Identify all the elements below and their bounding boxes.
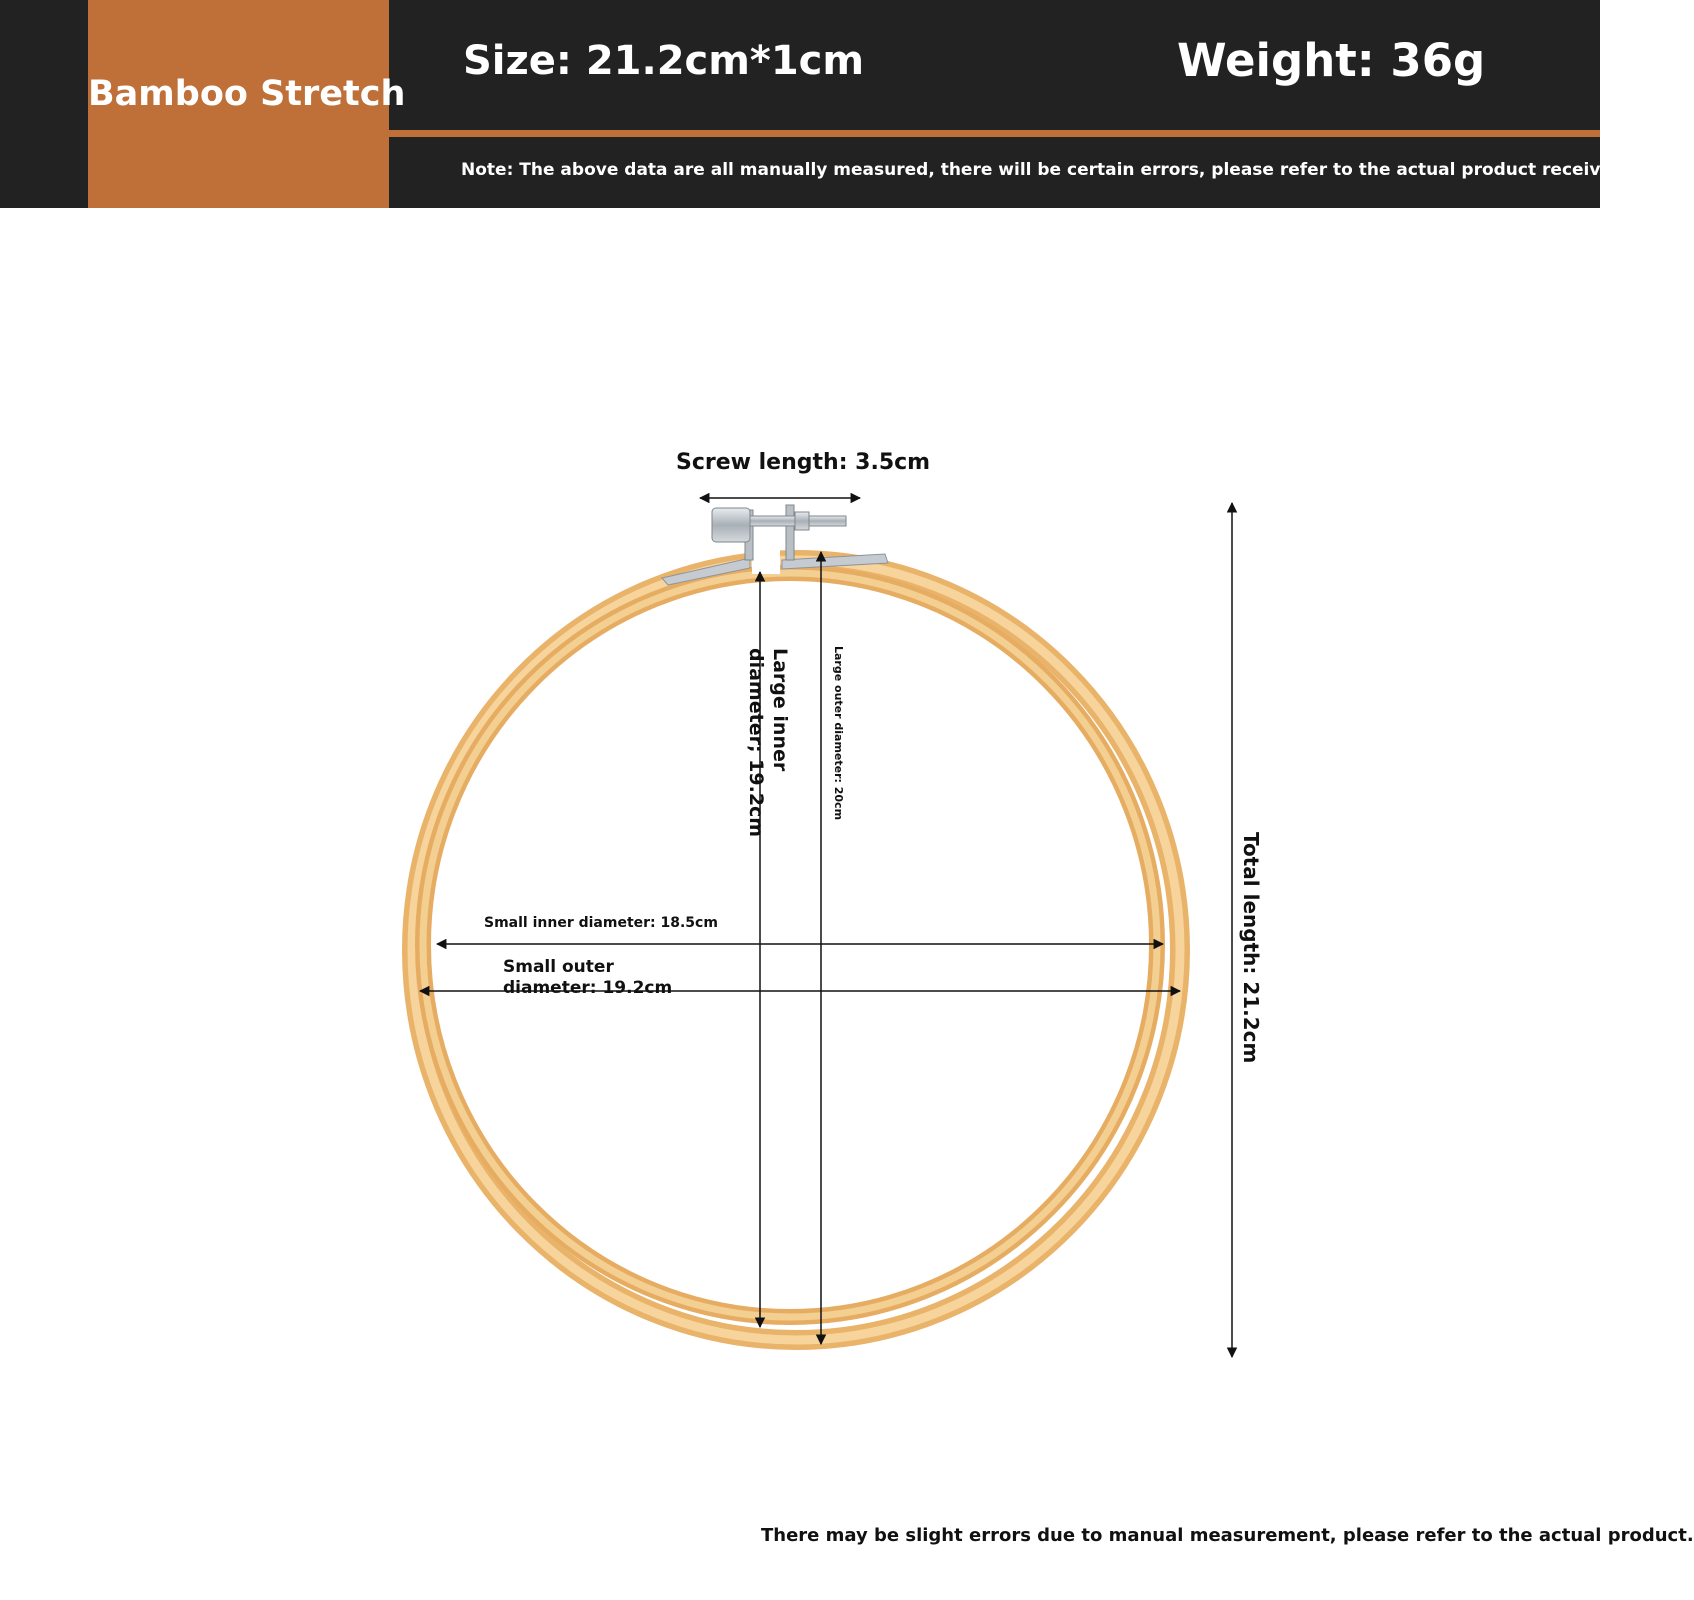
- brand-title: Bamboo Stretch: [88, 74, 406, 114]
- small-outer-diameter-label: Small outer diameter: 19.2cm: [503, 957, 673, 998]
- measurement-note: Note: The above data are all manually measured, there will be certain errors, please refer to the actual product received!: [461, 160, 1632, 180]
- large-inner-diameter-label: Large inner diameter; 19.2cm: [745, 648, 791, 838]
- large-outer-diameter-label: Large outer diameter: 20cm: [832, 646, 845, 821]
- weight-spec: Weight: 36g: [1177, 34, 1486, 87]
- thumb-nut: [712, 508, 750, 542]
- screw-length-label: Screw length: 3.5cm: [676, 450, 931, 475]
- hoop-gap: [752, 548, 780, 574]
- size-spec: Size: 21.2cm*1cm: [463, 38, 865, 84]
- footer-measurement-note: There may be slight errors due to manual measurement, please refer to the actual product.: [761, 1525, 1694, 1546]
- small-inner-diameter-label: Small inner diameter: 18.5cm: [484, 915, 718, 931]
- total-length-label: Total length: 21.2cm: [1239, 832, 1263, 1064]
